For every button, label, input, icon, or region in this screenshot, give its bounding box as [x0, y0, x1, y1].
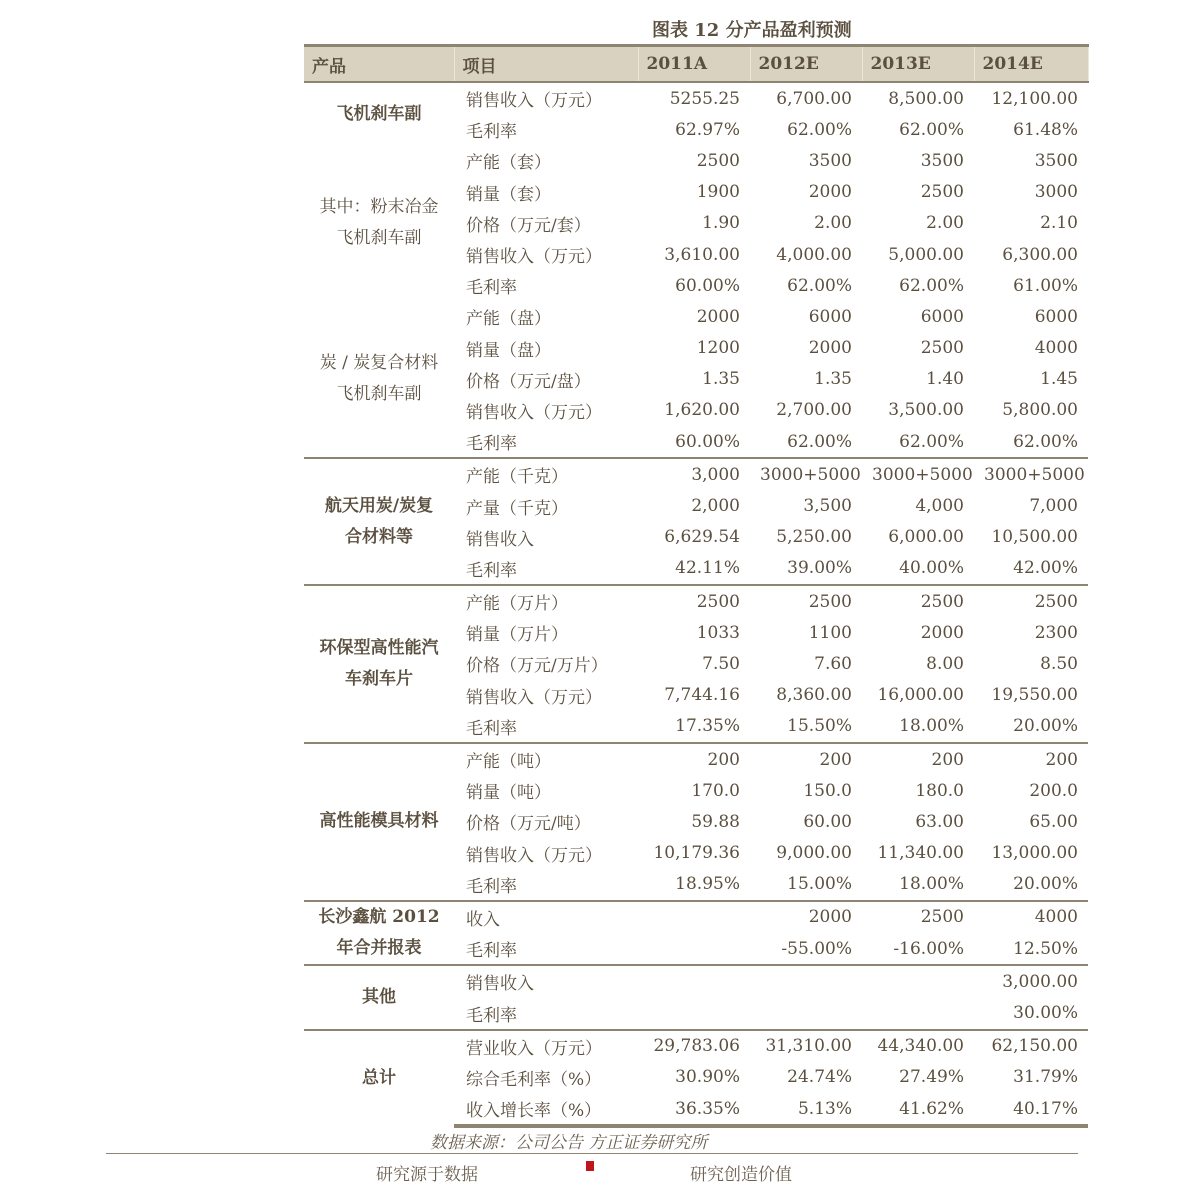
value-cell: 5,250.00 — [776, 527, 852, 548]
value-cell: 65.00 — [1029, 811, 1078, 832]
figure-title: 图表 12 分产品盈利预测 — [652, 20, 852, 41]
product-name-line: 总计 — [362, 1067, 396, 1088]
value-cell: 3,500 — [803, 496, 852, 517]
item-label-cell: 销量（万片） — [466, 625, 568, 646]
value-cell: 2.00 — [814, 213, 852, 234]
item-label-cell: 销量（盘） — [466, 340, 551, 361]
item-label-cell: 销售收入 — [454, 965, 638, 997]
value-cell: 3,500.00 — [888, 400, 964, 421]
value-cell: 6,000.00 — [888, 527, 964, 548]
value-cell: 36.35% — [638, 1093, 750, 1126]
value-cell: 27.49% — [899, 1067, 964, 1088]
value-cell: 1.35 — [702, 369, 740, 390]
value-cell: 62.00% — [787, 119, 852, 140]
product-cell — [304, 458, 454, 585]
value-cell: 62.00% — [899, 119, 964, 140]
item-label-cell: 毛利率 — [466, 876, 517, 897]
item-label-cell: 毛利率 — [466, 941, 517, 962]
value-cell: 29,783.06 — [638, 1030, 750, 1062]
value-cell: 8.00 — [926, 653, 964, 674]
value-cell: 1.90 — [702, 213, 740, 234]
value-cell — [638, 965, 750, 997]
value-cell: 4000 — [974, 901, 1088, 933]
value-cell: 3,610.00 — [664, 244, 740, 265]
value-cell: 3500 — [808, 150, 852, 171]
value-cell: 12.50% — [1013, 938, 1078, 959]
footer-rule — [106, 1153, 1078, 1154]
item-label-cell: 价格（万元/套） — [466, 215, 591, 236]
item-label-cell: 销售收入（万元） — [466, 402, 602, 423]
header-product: 产品 — [304, 46, 454, 83]
footer-right-slogan: 研究创造价值 — [690, 1165, 792, 1185]
item-label-cell: 销量（吨） — [466, 783, 551, 804]
product-name-line: 航天用炭/炭复 — [324, 495, 434, 516]
value-cell: 150.0 — [803, 780, 852, 801]
value-cell: 180.0 — [915, 780, 964, 801]
header-2012e: 2012E — [750, 46, 862, 83]
product-cell — [304, 965, 454, 1029]
value-cell: 3,000.00 — [974, 965, 1088, 997]
value-cell: 42.00% — [1013, 558, 1078, 579]
value-cell: 62.00% — [787, 275, 852, 296]
item-label-cell: 毛利率 — [466, 278, 517, 299]
value-cell — [750, 965, 862, 997]
value-cell: 2500 — [750, 585, 862, 617]
value-cell: 18.95% — [675, 874, 740, 895]
table-row — [304, 901, 1088, 933]
value-cell — [638, 933, 750, 965]
value-cell: 6,700.00 — [776, 88, 852, 109]
item-label-cell: 毛利率 — [466, 122, 517, 143]
value-cell: 8.50 — [1040, 653, 1078, 674]
value-cell: 3000 — [1034, 182, 1078, 203]
value-cell: -16.00% — [893, 938, 964, 959]
value-cell: 30.00% — [1013, 1003, 1078, 1024]
item-label-cell: 销售收入（万元） — [466, 687, 602, 708]
value-cell: 62,150.00 — [974, 1030, 1088, 1062]
value-cell: 40.17% — [974, 1093, 1088, 1126]
value-cell: 30.90% — [675, 1067, 740, 1088]
value-cell: 15.00% — [787, 874, 852, 895]
value-cell: 2500 — [920, 182, 964, 203]
value-cell: 44,340.00 — [862, 1030, 974, 1062]
item-label-cell: 销量（套） — [466, 184, 551, 205]
value-cell: 15.50% — [787, 716, 852, 737]
value-cell: 5.13% — [750, 1093, 862, 1126]
value-cell: 41.62% — [862, 1093, 974, 1126]
item-label-cell: 毛利率 — [466, 1005, 517, 1026]
value-cell: 4000 — [1034, 338, 1078, 359]
header-2011a: 2011A — [638, 46, 750, 83]
item-label-cell: 产能（万片） — [454, 585, 638, 617]
value-cell: 9,000.00 — [776, 843, 852, 864]
value-cell: 16,000.00 — [877, 685, 964, 706]
value-cell: 10,179.36 — [653, 843, 740, 864]
product-name-line: 年合并报表 — [336, 938, 422, 959]
value-cell: 7.60 — [814, 653, 852, 674]
value-cell: 1200 — [696, 338, 740, 359]
value-cell: 1100 — [808, 622, 852, 643]
product-cell — [304, 301, 454, 458]
value-cell: 2300 — [1034, 622, 1078, 643]
data-source-note: 数据来源：公司公告 方正证券研究所 — [430, 1133, 708, 1153]
item-label-cell: 产量（千克） — [466, 498, 568, 519]
item-label-cell: 毛利率 — [466, 718, 517, 739]
item-label-cell: 营业收入（万元） — [454, 1030, 638, 1062]
table-row — [304, 1030, 1088, 1062]
footer-logo-mark — [586, 1161, 594, 1171]
value-cell: -55.00% — [781, 938, 852, 959]
value-cell: 1900 — [696, 182, 740, 203]
value-cell: 3000+5000 — [862, 458, 974, 490]
table-row — [304, 743, 1088, 775]
value-cell: 13,000.00 — [991, 843, 1078, 864]
value-cell: 3,000 — [638, 458, 750, 490]
item-label-cell: 销售收入（万元） — [466, 845, 602, 866]
product-name-line: 飞机刹车副 — [336, 228, 422, 249]
value-cell — [750, 997, 862, 1029]
value-cell: 18.00% — [899, 716, 964, 737]
value-cell: 200 — [862, 743, 974, 775]
table-row — [304, 458, 1088, 490]
value-cell: 2.10 — [1040, 213, 1078, 234]
item-label-cell: 销售收入（万元） — [466, 91, 602, 112]
product-name-line: 环保型高性能汽 — [319, 637, 439, 658]
value-cell: 61.00% — [1013, 275, 1078, 296]
value-cell — [862, 965, 974, 997]
product-name-line: 飞机刹车副 — [336, 384, 422, 405]
value-cell: 3500 — [1034, 150, 1078, 171]
value-cell: 63.00 — [915, 811, 964, 832]
product-cell — [304, 585, 454, 743]
value-cell: 2500 — [920, 338, 964, 359]
product-name-line: 车刹车片 — [345, 668, 413, 689]
table-row — [304, 965, 1088, 997]
value-cell: 8,500.00 — [888, 88, 964, 109]
value-cell: 3500 — [920, 150, 964, 171]
value-cell: 62.00% — [899, 275, 964, 296]
item-label-cell: 收入增长率（%） — [454, 1093, 638, 1126]
value-cell: 62.00% — [899, 431, 964, 452]
value-cell: 200.0 — [1029, 780, 1078, 801]
product-cell — [304, 743, 454, 901]
item-label-cell: 毛利率 — [466, 434, 517, 455]
value-cell: 200 — [974, 743, 1088, 775]
value-cell: 2500 — [862, 585, 974, 617]
value-cell: 10,500.00 — [991, 527, 1078, 548]
value-cell: 60.00% — [675, 431, 740, 452]
item-label-cell: 产能（吨） — [454, 743, 638, 775]
value-cell: 2000 — [696, 306, 740, 327]
table-row — [304, 145, 1088, 176]
table-row — [304, 301, 1088, 332]
value-cell: 17.35% — [675, 716, 740, 737]
product-name-line: 其中：粉末冶金 — [319, 197, 439, 218]
product-cell — [304, 1030, 454, 1127]
value-cell: 60.00 — [803, 811, 852, 832]
table-row — [304, 585, 1088, 617]
value-cell: 40.00% — [899, 558, 964, 579]
footer-left-slogan: 研究源于数据 — [376, 1165, 478, 1185]
value-cell: 170.0 — [691, 780, 740, 801]
value-cell: 1.40 — [926, 369, 964, 390]
value-cell: 31.79% — [1013, 1067, 1078, 1088]
table-body — [304, 82, 1088, 1126]
header-2013e: 2013E — [862, 46, 974, 83]
value-cell: 20.00% — [1013, 874, 1078, 895]
value-cell: 11,340.00 — [877, 843, 964, 864]
product-name-line: 飞机刹车副 — [336, 103, 422, 124]
product-name-line: 炭 / 炭复合材料 — [319, 353, 439, 374]
value-cell: 31,310.00 — [750, 1030, 862, 1062]
value-cell: 2500 — [862, 901, 974, 933]
value-cell: 60.00% — [675, 275, 740, 296]
value-cell: 2,000 — [691, 496, 740, 517]
header-2014e: 2014E — [974, 46, 1088, 83]
value-cell: 7,744.16 — [664, 685, 740, 706]
item-label-cell: 产能（盘） — [466, 309, 551, 330]
value-cell: 61.48% — [1013, 119, 1078, 140]
value-cell: 7.50 — [702, 653, 740, 674]
item-label-cell: 销售收入（万元） — [466, 247, 602, 268]
value-cell — [638, 997, 750, 1029]
value-cell: 6000 — [1034, 306, 1078, 327]
value-cell: 39.00% — [787, 558, 852, 579]
product-cell — [304, 901, 454, 965]
item-label-cell: 毛利率 — [466, 560, 517, 581]
value-cell: 2,700.00 — [776, 400, 852, 421]
product-name-line: 其他 — [362, 986, 396, 1007]
value-cell: 6000 — [920, 306, 964, 327]
value-cell: 4,000 — [915, 496, 964, 517]
value-cell: 1033 — [696, 622, 740, 643]
value-cell: 3000+5000 — [750, 458, 862, 490]
product-cell — [304, 145, 454, 301]
value-cell — [638, 901, 750, 933]
value-cell: 62.97% — [675, 119, 740, 140]
value-cell: 24.74% — [787, 1067, 852, 1088]
header-item: 项目 — [454, 46, 638, 83]
item-label-cell: 价格（万元/万片） — [466, 656, 608, 677]
value-cell: 2500 — [974, 585, 1088, 617]
product-name-line: 合材料等 — [345, 526, 413, 547]
table-header-row — [304, 46, 1088, 83]
value-cell: 1.45 — [1040, 369, 1078, 390]
value-cell: 2000 — [750, 901, 862, 933]
value-cell: 18.00% — [899, 874, 964, 895]
value-cell: 2000 — [808, 338, 852, 359]
item-label-cell: 综合毛利率（%） — [466, 1069, 602, 1090]
value-cell: 2.00 — [926, 213, 964, 234]
item-label-cell: 价格（万元/盘） — [466, 371, 591, 392]
value-cell: 2500 — [696, 150, 740, 171]
value-cell: 59.88 — [691, 811, 740, 832]
value-cell: 62.00% — [787, 431, 852, 452]
product-name-line: 高性能模具材料 — [319, 811, 439, 832]
value-cell: 3000+5000 — [974, 458, 1088, 490]
item-label-cell: 价格（万元/吨） — [466, 814, 591, 835]
value-cell: 2500 — [638, 585, 750, 617]
value-cell: 42.11% — [675, 558, 740, 579]
value-cell: 2000 — [920, 622, 964, 643]
value-cell: 1,620.00 — [664, 400, 740, 421]
value-cell: 200 — [750, 743, 862, 775]
value-cell: 200 — [638, 743, 750, 775]
value-cell: 6,629.54 — [664, 527, 740, 548]
value-cell: 2000 — [808, 182, 852, 203]
product-name-line: 长沙鑫航 2012 — [318, 907, 440, 928]
value-cell: 62.00% — [1013, 431, 1078, 452]
value-cell: 8,360.00 — [776, 685, 852, 706]
value-cell: 5,800.00 — [1002, 400, 1078, 421]
value-cell — [862, 997, 974, 1029]
value-cell: 20.00% — [1013, 716, 1078, 737]
item-label-cell: 产能（套） — [466, 153, 551, 174]
product-cell — [304, 82, 454, 145]
value-cell: 6,300.00 — [1002, 244, 1078, 265]
value-cell: 5255.25 — [669, 88, 740, 109]
value-cell: 19,550.00 — [991, 685, 1078, 706]
value-cell: 6000 — [808, 306, 852, 327]
item-label-cell: 产能（千克） — [454, 458, 638, 490]
value-cell: 7,000 — [1029, 496, 1078, 517]
item-label-cell: 收入 — [454, 901, 638, 933]
profit-forecast-table — [304, 44, 1089, 1128]
table-row — [304, 82, 1088, 114]
value-cell: 1.35 — [814, 369, 852, 390]
value-cell: 12,100.00 — [991, 88, 1078, 109]
value-cell: 5,000.00 — [888, 244, 964, 265]
value-cell: 4,000.00 — [776, 244, 852, 265]
item-label-cell: 销售收入 — [466, 529, 534, 550]
